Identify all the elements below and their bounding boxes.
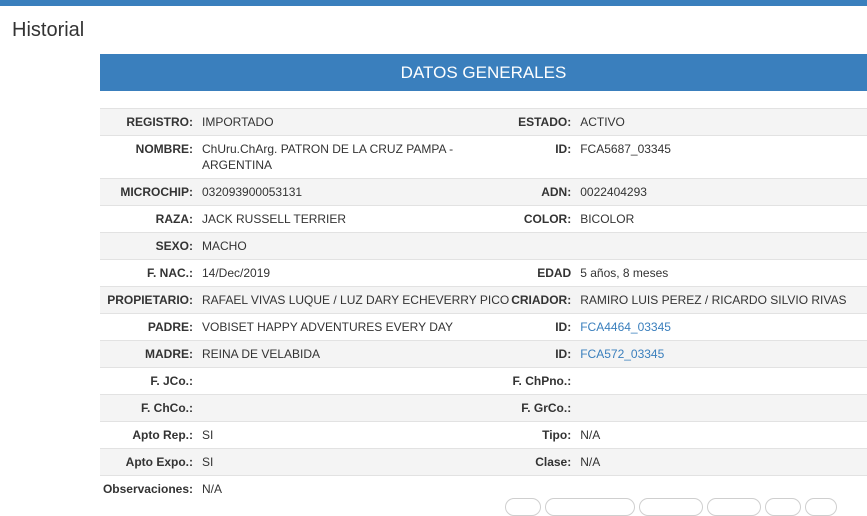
label-empty — [509, 233, 579, 260]
table-row — [100, 233, 867, 260]
label-raza: RAZA: — [100, 206, 201, 233]
label-microchip: MICROCHIP: — [100, 179, 201, 206]
value-microchip: 032093900053131 — [201, 179, 509, 206]
madre-id-cell — [579, 341, 867, 368]
table-row — [100, 206, 867, 233]
label-padre-id: ID: — [509, 314, 579, 341]
table-row — [100, 287, 867, 314]
value-edad: 5 años, 8 meses — [579, 260, 867, 287]
label-adn: ADN: — [509, 179, 579, 206]
pagination-button[interactable] — [639, 498, 703, 516]
value-f-jco — [201, 368, 509, 395]
pagination-button[interactable] — [805, 498, 837, 516]
padre-id-link[interactable]: FCA4464_03345 — [580, 320, 671, 334]
table-row — [100, 395, 867, 422]
value-apto-rep: SI — [201, 422, 509, 449]
value-fecha-nacimiento: 14/Dec/2019 — [201, 260, 509, 287]
table-row — [100, 341, 867, 368]
table-row — [100, 449, 867, 476]
value-apto-expo: SI — [201, 449, 509, 476]
table-row — [100, 179, 867, 206]
value-nombre: ChUru.ChArg. PATRON DE LA CRUZ PAMPA - ARGENTINA — [201, 136, 509, 179]
value-propietario: RAFAEL VIVAS LUQUE / LUZ DARY ECHEVERRY PICO — [201, 287, 509, 314]
value-f-chpno — [579, 368, 867, 395]
page-title: Historial — [12, 19, 85, 41]
table-row — [100, 136, 867, 179]
madre-id-link[interactable]: FCA572_03345 — [580, 347, 665, 361]
datos-table — [100, 108, 867, 502]
table-row — [100, 368, 867, 395]
label-fecha-nacimiento: F. NAC.: — [100, 260, 201, 287]
value-adn: 0022404293 — [579, 179, 867, 206]
value-padre: VOBISET HAPPY ADVENTURES EVERY DAY — [201, 314, 509, 341]
label-apto-expo: Apto Expo.: — [100, 449, 201, 476]
label-tipo: Tipo: — [509, 422, 579, 449]
value-criador: RAMIRO LUIS PEREZ / RICARDO SILVIO RIVAS — [579, 287, 867, 314]
value-registro: IMPORTADO — [201, 109, 509, 136]
panel-header: DATOS GENERALES — [100, 54, 867, 91]
label-clase: Clase: — [509, 449, 579, 476]
padre-id-cell — [579, 314, 867, 341]
table-row — [100, 422, 867, 449]
label-edad: EDAD — [509, 260, 579, 287]
value-sexo: MACHO — [201, 233, 509, 260]
table-row — [100, 314, 867, 341]
datos-table-wrap — [100, 108, 867, 502]
value-estado: ACTIVO — [579, 109, 867, 136]
pagination-button[interactable] — [505, 498, 541, 516]
value-f-grco — [579, 395, 867, 422]
value-tipo: N/A — [579, 422, 867, 449]
label-f-chco: F. ChCo.: — [100, 395, 201, 422]
label-estado: ESTADO: — [509, 109, 579, 136]
pagination-button[interactable] — [545, 498, 635, 516]
value-observaciones: N/A — [201, 476, 509, 503]
pagination-button[interactable] — [765, 498, 801, 516]
pagination-button[interactable] — [707, 498, 761, 516]
label-criador: CRIADOR: — [509, 287, 579, 314]
label-madre-id: ID: — [509, 341, 579, 368]
table-row — [100, 260, 867, 287]
value-raza: JACK RUSSELL TERRIER — [201, 206, 509, 233]
label-padre: PADRE: — [100, 314, 201, 341]
table-row — [100, 109, 867, 136]
label-color: COLOR: — [509, 206, 579, 233]
label-observaciones: Observaciones: — [100, 476, 201, 503]
label-apto-rep: Apto Rep.: — [100, 422, 201, 449]
value-empty — [579, 233, 867, 260]
label-f-grco: F. GrCo.: — [509, 395, 579, 422]
label-nombre: NOMBRE: — [100, 136, 201, 179]
value-clase: N/A — [579, 449, 867, 476]
value-color: BICOLOR — [579, 206, 867, 233]
label-f-chpno: F. ChPno.: — [509, 368, 579, 395]
value-id: FCA5687_03345 — [579, 136, 867, 179]
top-accent-bar — [0, 0, 867, 6]
label-madre: MADRE: — [100, 341, 201, 368]
label-sexo: SEXO: — [100, 233, 201, 260]
value-madre: REINA DE VELABIDA — [201, 341, 509, 368]
value-f-chco — [201, 395, 509, 422]
label-propietario: PROPIETARIO: — [100, 287, 201, 314]
label-id: ID: — [509, 136, 579, 179]
datos-generales-panel — [100, 54, 867, 91]
label-registro: REGISTRO: — [100, 109, 201, 136]
label-f-jco: F. JCo.: — [100, 368, 201, 395]
